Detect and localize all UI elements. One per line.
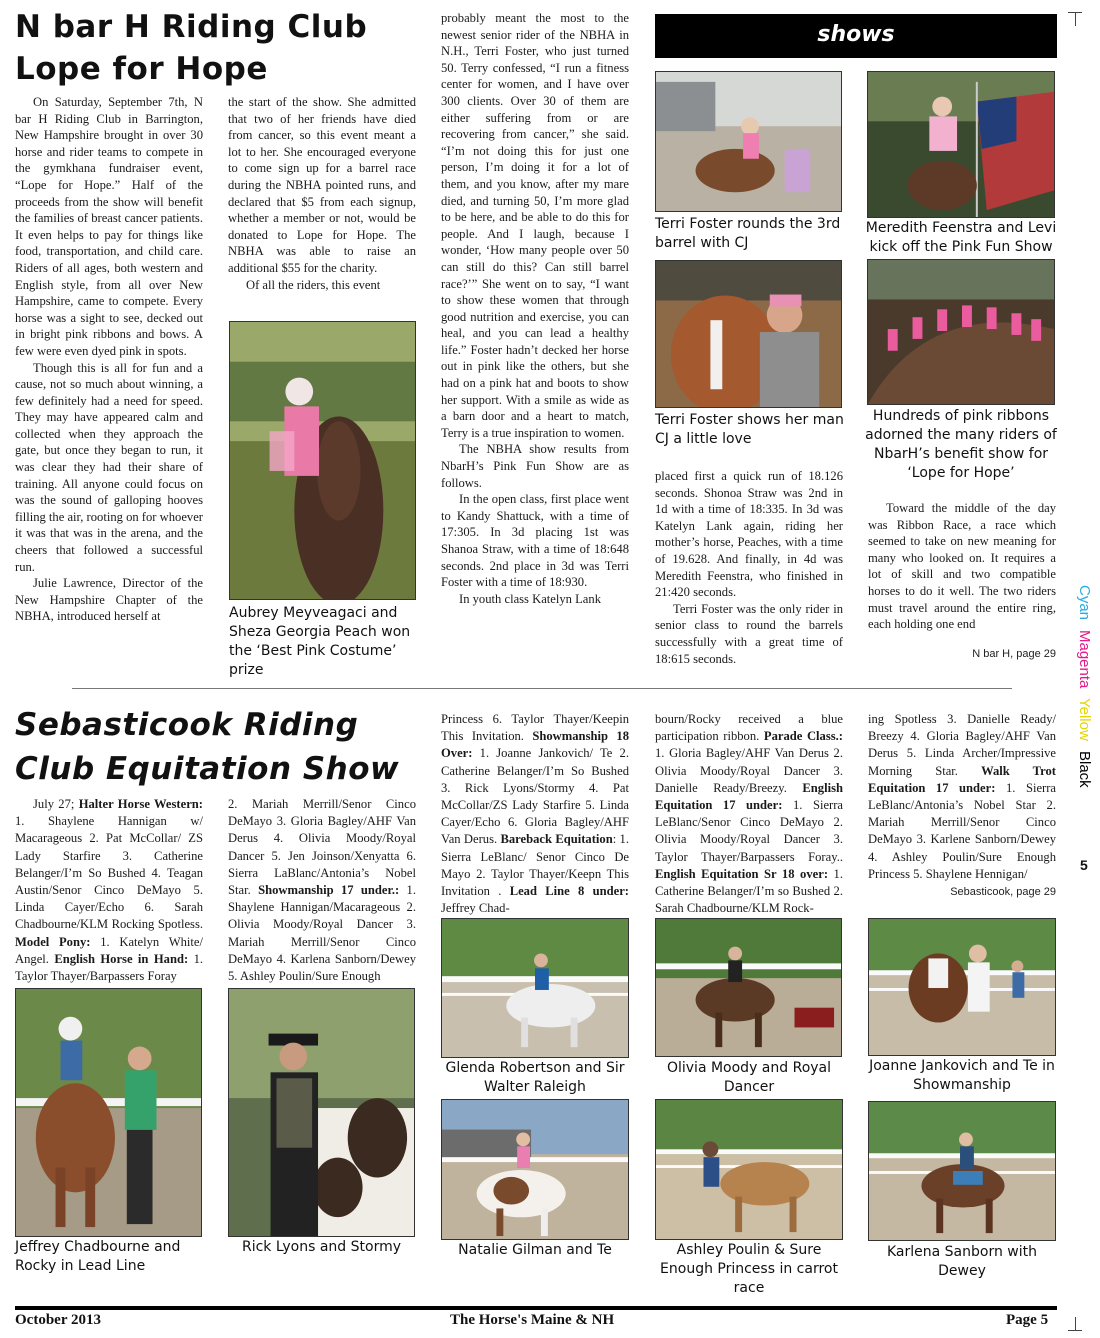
regmark-black: Black	[1076, 751, 1093, 788]
article1-column-4	[655, 468, 843, 667]
crop-mark-bottom-stem	[1075, 1317, 1076, 1331]
article1-jump-line: N bar H, page 29	[972, 648, 1056, 660]
article2-column-3	[441, 711, 629, 917]
article2-column-2	[228, 796, 416, 985]
footer-publication: The Horse's Maine & NH	[450, 1312, 615, 1328]
photo-pink-ribbons-mane	[867, 259, 1055, 405]
paragraph: the start of the show. She admitted that two of her friends have died from cancer, so this event meant a lot to her. She encouraged everyone to come sign up for a barrel race during the NBHA pointed runs, and declared that $5 from each signup, whether a member or not, would be donated to Lope for Hope. The NBHA was able to raise an additional $55 for the charity.	[228, 95, 416, 275]
caption-jeffrey: Jeffrey Chadbourne and Rocky in Lead Line	[15, 1239, 181, 1274]
caption-ashley: Ashley Poulin & Sure Enough Princess in carrot race	[660, 1242, 838, 1296]
caption-olivia: Olivia Moody and Royal Dancer	[666, 1060, 832, 1095]
section-divider	[72, 688, 1012, 689]
caption-natalie: Natalie Gilman and Te	[458, 1242, 612, 1258]
photo-meredith-flag	[867, 71, 1055, 218]
shows-section-header: shows	[655, 14, 1057, 58]
article1-column-5	[868, 500, 1056, 633]
paragraph: Princess 6. Taylor Thayer/Keepin This Invitation. Showmanship 18 Over: 1. Joanne Jankovich/ Te 2. Catherine Belanger/I’m So Bushed 3. Rick Lyons/Stormy 4. Pat McCollar/ZS Lady Starfire 5. Linda Cayer/Echo 6. Gloria Bagley/AHF Van Derus. Bareback Equitation: 1. Sierra LeBlanc/ Senor Cinco De Mayo 2. Taylor Thayer/Keepn This Invitation . Lead Line 8 under: Jeffrey Chad-	[441, 712, 630, 916]
article2-title-line2: Club Equitation Show	[15, 751, 400, 787]
paragraph: ing Spotless 3. Danielle Ready/ Breezy 4. Gloria Bagley/AHF Van Derus 5. Linda Archer/Impressive Morning Star. Walk Trot Equitation 17 under: 1. Sierra LeBlanc/Antonia’s Nobel Star 2. Mariah Merrill/Senor Cinco DeMayo 3. Karlene Sanborn/Dewey 4. Ashley Poulin/Sure Enough Princess 5. Shaylene Hennigan/	[868, 712, 1057, 881]
caption-joanne: Joanne Jankovich and Te in Showmanship	[869, 1058, 1055, 1093]
article2-title-line1: Sebasticook Riding	[15, 707, 359, 743]
paragraph: 2. Mariah Merrill/Senor Cinco DeMayo 3. Gloria Bagley/AHF Van Derus 4. Olivia Moody/Royal Dancer 5. Jen Joinson/Xenyatta 6. Sierra LaBlanc/Antonia’s Nobel Star. Showmanship 17 under.: 1. Shaylene Hannigan/Macarageous 2. Olivia Moody/Royal Dancer 3. Mariah Merrill/Senor Cinco DeMayo 4. Karlena Sanborn/Dewey 5. Ashley Poulin/Sure Enough	[228, 797, 417, 984]
photo-olivia-moody	[655, 918, 842, 1057]
regmark-cyan: Cyan	[1076, 585, 1093, 621]
page-side-number: 5	[1080, 857, 1088, 873]
paragraph: Of all the riders, this event	[246, 277, 381, 292]
caption-glenda: Glenda Robertson and Sir Walter Raleigh	[445, 1060, 625, 1095]
paragraph: probably meant the most to the newest senior rider of the NBHA in N.H., Terri Foster, who just turned 50. Terry confessed, “I run a fitness center for women, and I have over 300 clients. Over 30 of them are either suffering from or are recovering from cancer,” she said. “I’m not doing this for just one person, I’m doing it for a lot of them, and you know, after my mare died, and turning 50, I’m more glad to be here, and be able to do this for people. And I laugh, because I wonder, ‘How many people over 50 can still do this? Can still barrel race?’” She went on to say, “I want to show these women that through good nutrition and exercise, you can heal, and you can lead a healthy life.” Foster hadn’t decked her horse out in pink like the others, but she had on a pink hat and boots to show her support. With a smile as wide as a barn door and a heart to match, Terry is a true inspiration to women.	[441, 11, 629, 440]
footer-page-number: Page 5	[1006, 1312, 1049, 1328]
caption-terri-love: Terri Foster shows her man CJ a little love	[655, 412, 844, 447]
paragraph: Toward the middle of the day was Ribbon Race, a race which seemed to take on new meaning for many who looked on. It requires a lot of skill and two compatible horses to do it well. The two riders must travel around the entire ring, each holding one end	[868, 501, 1056, 632]
caption-meredith: Meredith Feenstra and Levi kick off the Pink Fun Show	[865, 220, 1057, 255]
article2-column-4	[655, 711, 843, 917]
paragraph: In the open class, first place went to Kandy Shattuck, with a time of 17:305. In 3d placing 1st was Shanoa Straw, with a time of 18:648 seconds. 2nd place in 3d was Terri Foster with a time of 18:930.	[441, 492, 629, 590]
photo-aubrey-pink-costume	[229, 321, 416, 600]
article1-headline	[15, 6, 415, 90]
regmark-magenta: Magenta	[1076, 630, 1093, 689]
paragraph: bourn/Rocky received a blue participation ribbon. Parade Class.: 1. Gloria Bagley/AHF Van Derus 2. Olivia Moody/Royal Dancer 3. Danielle Ready/Breezy. English Equitation 17 under: 1. Sierra LeBlanc/Senor Cinco DeMayo 2. Olivia Moody/Royal Dancer 3. Taylor Thayer/Barpassers Foray.. English Equitation Sr 18 over: 1. Catherine Belanger/I’m so Bushed 2. Sarah Chadbourne/KLM Rock-	[655, 712, 844, 916]
article2-column-5	[868, 711, 1056, 883]
photo-rick-lyons-stormy	[228, 988, 415, 1237]
color-registration-marks	[1076, 585, 1096, 798]
photo-ashley-poulin	[655, 1099, 843, 1240]
article1-title-line1: N bar H Riding Club	[15, 9, 368, 45]
caption-pink-ribbons: Hundreds of pink ribbons adorned the many riders of NbarH’s benefit show for ‘Lope for Hope’	[865, 408, 1057, 481]
paragraph: Terri Foster was the only rider in senior class to round the barrels successfully with a great time of 18:615 seconds.	[655, 601, 843, 666]
photo-karlena-sanborn	[868, 1101, 1056, 1241]
regmark-yellow: Yellow	[1076, 698, 1093, 742]
article1-column-1	[15, 94, 203, 625]
photo-jeffrey-lead-line	[15, 988, 202, 1237]
photo-terri-cj-love	[655, 260, 842, 408]
crop-mark-top-stem	[1075, 12, 1076, 26]
paragraph: July 27; Halter Horse Western: 1. Shaylene Hannigan w/ Macarageous 2. Pat McCollar/ ZS Lady Starfire 3. Catherine Belanger/I’m So Bushed 4. Teagan Austin/Senor Cinco DeMayo 5. Linda Cayer/Echo 6. Sarah Chadbourne/KLM Rocking Spotless. Model Pony: 1. Katelyn White/ Angel. English Horse in Hand: 1. Taylor Thayer/Barpassers Foray	[15, 797, 204, 984]
paragraph: Though this is all for fun and a cause, not so much about winning, a few definitely had a need for speed. They may have appeared calm and collected when they approach the gate, but once they began to run, it was clear they had their share of training. All anyone could focus on was the sound of galloping hooves filling the air, rooting on for whoever it was that was in the arena, and the cheers that followed a successful run.	[15, 360, 204, 574]
caption-aubrey: Aubrey Meyveagaci and Sheza Georgia Peach won the ‘Best Pink Costume’ prize	[229, 605, 411, 678]
paragraph: On Saturday, September 7th, N bar H Riding Club in Barrington, New Hampshire brought in over 30 horse and rider teams to compete in the gymkhana fundraiser event, “Lope for Hope.” Half of the proceeds from the show will benefit the families of breast cancer patients. It even helps to pay for things like food, transportation, and child care. Riders of all ages, both western and English style, from all over New Hampshire, came to compete. Every horse was a sight to see, decked out in bright pink ribbons and bows. A few were even dyed pink in spots.	[15, 95, 203, 358]
footer-date: October 2013	[15, 1312, 101, 1328]
paragraph: Julie Lawrence, Director of the New Hampshire Chapter of the NBHA, introduced herself at	[15, 576, 203, 624]
footer-rule	[15, 1306, 1057, 1310]
paragraph: placed first a quick run of 18.126 seconds. Shonoa Straw was 2nd in 1d with a time of 18:335. In 3d was Katelyn Lank again, riding her mother’s horse, Peaches, with a time of 19.628. And finally, in 4d was Meredith Feenstra, who finished in 21:420 seconds.	[655, 469, 843, 600]
photo-glenda-robertson	[441, 918, 629, 1058]
caption-terri-barrel: Terri Foster rounds the 3rd barrel with CJ	[655, 216, 841, 251]
paragraph: The NBHA show results from NbarH’s Pink Fun Show are as follows.	[441, 442, 629, 490]
article2-headline	[15, 703, 435, 791]
photo-natalie-gilman	[441, 1099, 629, 1240]
photo-terri-barrel	[655, 71, 842, 212]
caption-rick: Rick Lyons and Stormy	[241, 1239, 402, 1255]
photo-joanne-jankovich	[868, 918, 1056, 1056]
paragraph: In youth class Katelyn Lank	[459, 591, 601, 606]
article1-column-3	[441, 10, 629, 607]
caption-karlena: Karlena Sanborn with Dewey	[886, 1244, 1037, 1279]
article1-column-2	[228, 94, 416, 293]
article2-column-1	[15, 796, 203, 985]
article2-jump-line: Sebasticook, page 29	[950, 886, 1056, 898]
article1-title-line2: Lope for Hope	[15, 51, 268, 87]
